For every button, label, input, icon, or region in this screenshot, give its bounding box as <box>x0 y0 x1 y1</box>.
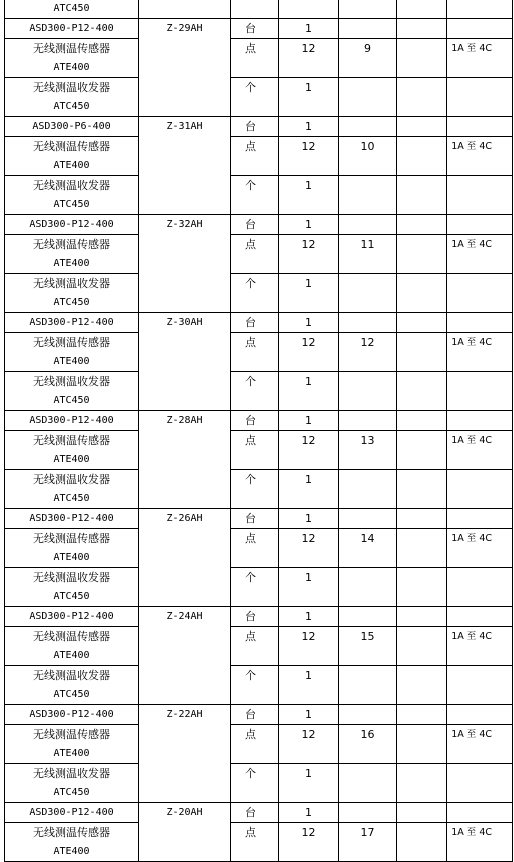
unit-cell: 点 <box>231 823 279 862</box>
unit-cell: 台 <box>231 411 279 431</box>
unit-cell: 个 <box>231 78 279 117</box>
transceiver-cell: 无线测温收发器 ATC450 <box>5 764 139 803</box>
table-row <box>5 509 513 529</box>
model-cell: ASD300-P12-400 <box>5 803 139 823</box>
unit-cell: 点 <box>231 333 279 372</box>
seq-cell: 14 <box>339 529 397 568</box>
table-row <box>5 176 513 215</box>
seq-cell: 13 <box>339 431 397 470</box>
model-cell: ASD300-P12-400 <box>5 705 139 725</box>
qty-cell: 1 <box>279 705 339 725</box>
sensor-cell: 无线测温传感器 ATE400 <box>5 235 139 274</box>
cabinet-cell: Z-29AH <box>139 19 231 117</box>
equipment-table <box>4 0 513 862</box>
model-cell: ASD300-P12-400 <box>5 215 139 235</box>
sensor-cell: 无线测温传感器 ATE400 <box>5 823 139 862</box>
table-row <box>5 215 513 235</box>
range-cell: 1A 至 4C <box>447 627 513 666</box>
sensor-cell: 无线测温传感器 ATE400 <box>5 529 139 568</box>
table-row <box>5 725 513 764</box>
table-row <box>5 19 513 39</box>
qty-cell: 1 <box>279 568 339 607</box>
unit-cell: 台 <box>231 803 279 823</box>
unit-cell: 台 <box>231 19 279 39</box>
unit-cell: 点 <box>231 39 279 78</box>
cabinet-cell: Z-28AH <box>139 411 231 509</box>
table-row <box>5 764 513 803</box>
model-cell: ASD300-P12-400 <box>5 509 139 529</box>
transceiver-cell: 无线测温收发器 ATC450 <box>5 568 139 607</box>
qty-cell: 1 <box>279 117 339 137</box>
qty-cell: 12 <box>279 333 339 372</box>
cabinet-cell: Z-32AH <box>139 215 231 313</box>
unit-cell: 个 <box>231 372 279 411</box>
range-cell: 1A 至 4C <box>447 725 513 764</box>
qty-cell: 12 <box>279 39 339 78</box>
cabinet-cell: Z-24AH <box>139 607 231 705</box>
model-cell: ASD300-P6-400 <box>5 117 139 137</box>
qty-cell: 1 <box>279 470 339 509</box>
table-row <box>5 568 513 607</box>
transceiver-cell: 无线测温收发器 ATC450 <box>5 176 139 215</box>
cabinet-cell: Z-20AH <box>139 803 231 862</box>
unit-cell: 个 <box>231 274 279 313</box>
range-cell: 1A 至 4C <box>447 39 513 78</box>
unit-cell: 台 <box>231 509 279 529</box>
transceiver-cell: 无线测温收发器 ATC450 <box>5 274 139 313</box>
table-row <box>5 666 513 705</box>
transceiver-cell: 无线测温收发器 ATC450 <box>5 470 139 509</box>
table-row <box>5 823 513 862</box>
unit-cell: 个 <box>231 176 279 215</box>
qty-cell: 1 <box>279 372 339 411</box>
unit-cell: 台 <box>231 705 279 725</box>
qty-cell: 12 <box>279 235 339 274</box>
transceiver-cell: 无线测温收发器 ATC450 <box>5 78 139 117</box>
sensor-cell: 无线测温传感器 ATE400 <box>5 39 139 78</box>
seq-cell: 17 <box>339 823 397 862</box>
seq-cell: 11 <box>339 235 397 274</box>
range-cell: 1A 至 4C <box>447 235 513 274</box>
unit-cell: 点 <box>231 137 279 176</box>
unit-cell: 点 <box>231 725 279 764</box>
sensor-cell: 无线测温传感器 ATE400 <box>5 137 139 176</box>
cabinet-cell: Z-30AH <box>139 313 231 411</box>
sensor-cell: 无线测温传感器 ATE400 <box>5 627 139 666</box>
unit-cell: 台 <box>231 215 279 235</box>
table-row <box>5 627 513 666</box>
table-row <box>5 803 513 823</box>
qty-cell: 1 <box>279 19 339 39</box>
unit-cell: 个 <box>231 666 279 705</box>
cabinet-cell: Z-26AH <box>139 509 231 607</box>
seq-cell: 15 <box>339 627 397 666</box>
table-row <box>5 117 513 137</box>
seq-cell: 16 <box>339 725 397 764</box>
qty-cell: 12 <box>279 529 339 568</box>
range-cell: 1A 至 4C <box>447 333 513 372</box>
sensor-cell: 无线测温传感器 ATE400 <box>5 431 139 470</box>
model-cell: ASD300-P12-400 <box>5 411 139 431</box>
table-row <box>5 411 513 431</box>
range-cell: 1A 至 4C <box>447 823 513 862</box>
model-cell: ATC450 <box>5 0 139 19</box>
table-row <box>5 372 513 411</box>
qty-cell: 12 <box>279 823 339 862</box>
model-cell: ASD300-P12-400 <box>5 607 139 627</box>
qty-cell: 1 <box>279 176 339 215</box>
range-cell: 1A 至 4C <box>447 529 513 568</box>
table-row <box>5 431 513 470</box>
seq-cell: 10 <box>339 137 397 176</box>
qty-cell: 1 <box>279 764 339 803</box>
qty-cell: 1 <box>279 411 339 431</box>
qty-cell: 1 <box>279 803 339 823</box>
table-row <box>5 39 513 78</box>
table-row <box>5 529 513 568</box>
unit-cell: 个 <box>231 764 279 803</box>
table-row <box>5 607 513 627</box>
qty-cell: 12 <box>279 725 339 764</box>
unit-cell: 点 <box>231 235 279 274</box>
model-cell: ASD300-P12-400 <box>5 313 139 333</box>
transceiver-cell: 无线测温收发器 ATC450 <box>5 666 139 705</box>
seq-cell: 9 <box>339 39 397 78</box>
table-row <box>5 274 513 313</box>
table-row <box>5 78 513 117</box>
model-cell: ASD300-P12-400 <box>5 19 139 39</box>
range-cell: 1A 至 4C <box>447 431 513 470</box>
unit-cell: 个 <box>231 470 279 509</box>
unit-cell: 点 <box>231 627 279 666</box>
qty-cell: 12 <box>279 431 339 470</box>
table-row <box>5 333 513 372</box>
sensor-cell: 无线测温传感器 ATE400 <box>5 725 139 764</box>
range-cell: 1A 至 4C <box>447 137 513 176</box>
qty-cell: 1 <box>279 215 339 235</box>
transceiver-cell: 无线测温收发器 ATC450 <box>5 372 139 411</box>
unit-cell: 个 <box>231 568 279 607</box>
unit-cell: 点 <box>231 529 279 568</box>
table-row <box>5 235 513 274</box>
qty-cell: 1 <box>279 78 339 117</box>
qty-cell: 1 <box>279 607 339 627</box>
unit-cell: 台 <box>231 117 279 137</box>
table-row <box>5 705 513 725</box>
table-row <box>5 470 513 509</box>
unit-cell: 台 <box>231 607 279 627</box>
table-row <box>5 0 513 19</box>
qty-cell: 1 <box>279 509 339 529</box>
table-row <box>5 137 513 176</box>
qty-cell: 1 <box>279 313 339 333</box>
cabinet-cell: Z-22AH <box>139 705 231 803</box>
cabinet-cell: Z-31AH <box>139 117 231 215</box>
sensor-cell: 无线测温传感器 ATE400 <box>5 333 139 372</box>
unit-cell: 台 <box>231 313 279 333</box>
qty-cell: 12 <box>279 137 339 176</box>
unit-cell: 点 <box>231 431 279 470</box>
qty-cell: 1 <box>279 666 339 705</box>
seq-cell: 12 <box>339 333 397 372</box>
table-row <box>5 313 513 333</box>
qty-cell: 12 <box>279 627 339 666</box>
qty-cell: 1 <box>279 274 339 313</box>
